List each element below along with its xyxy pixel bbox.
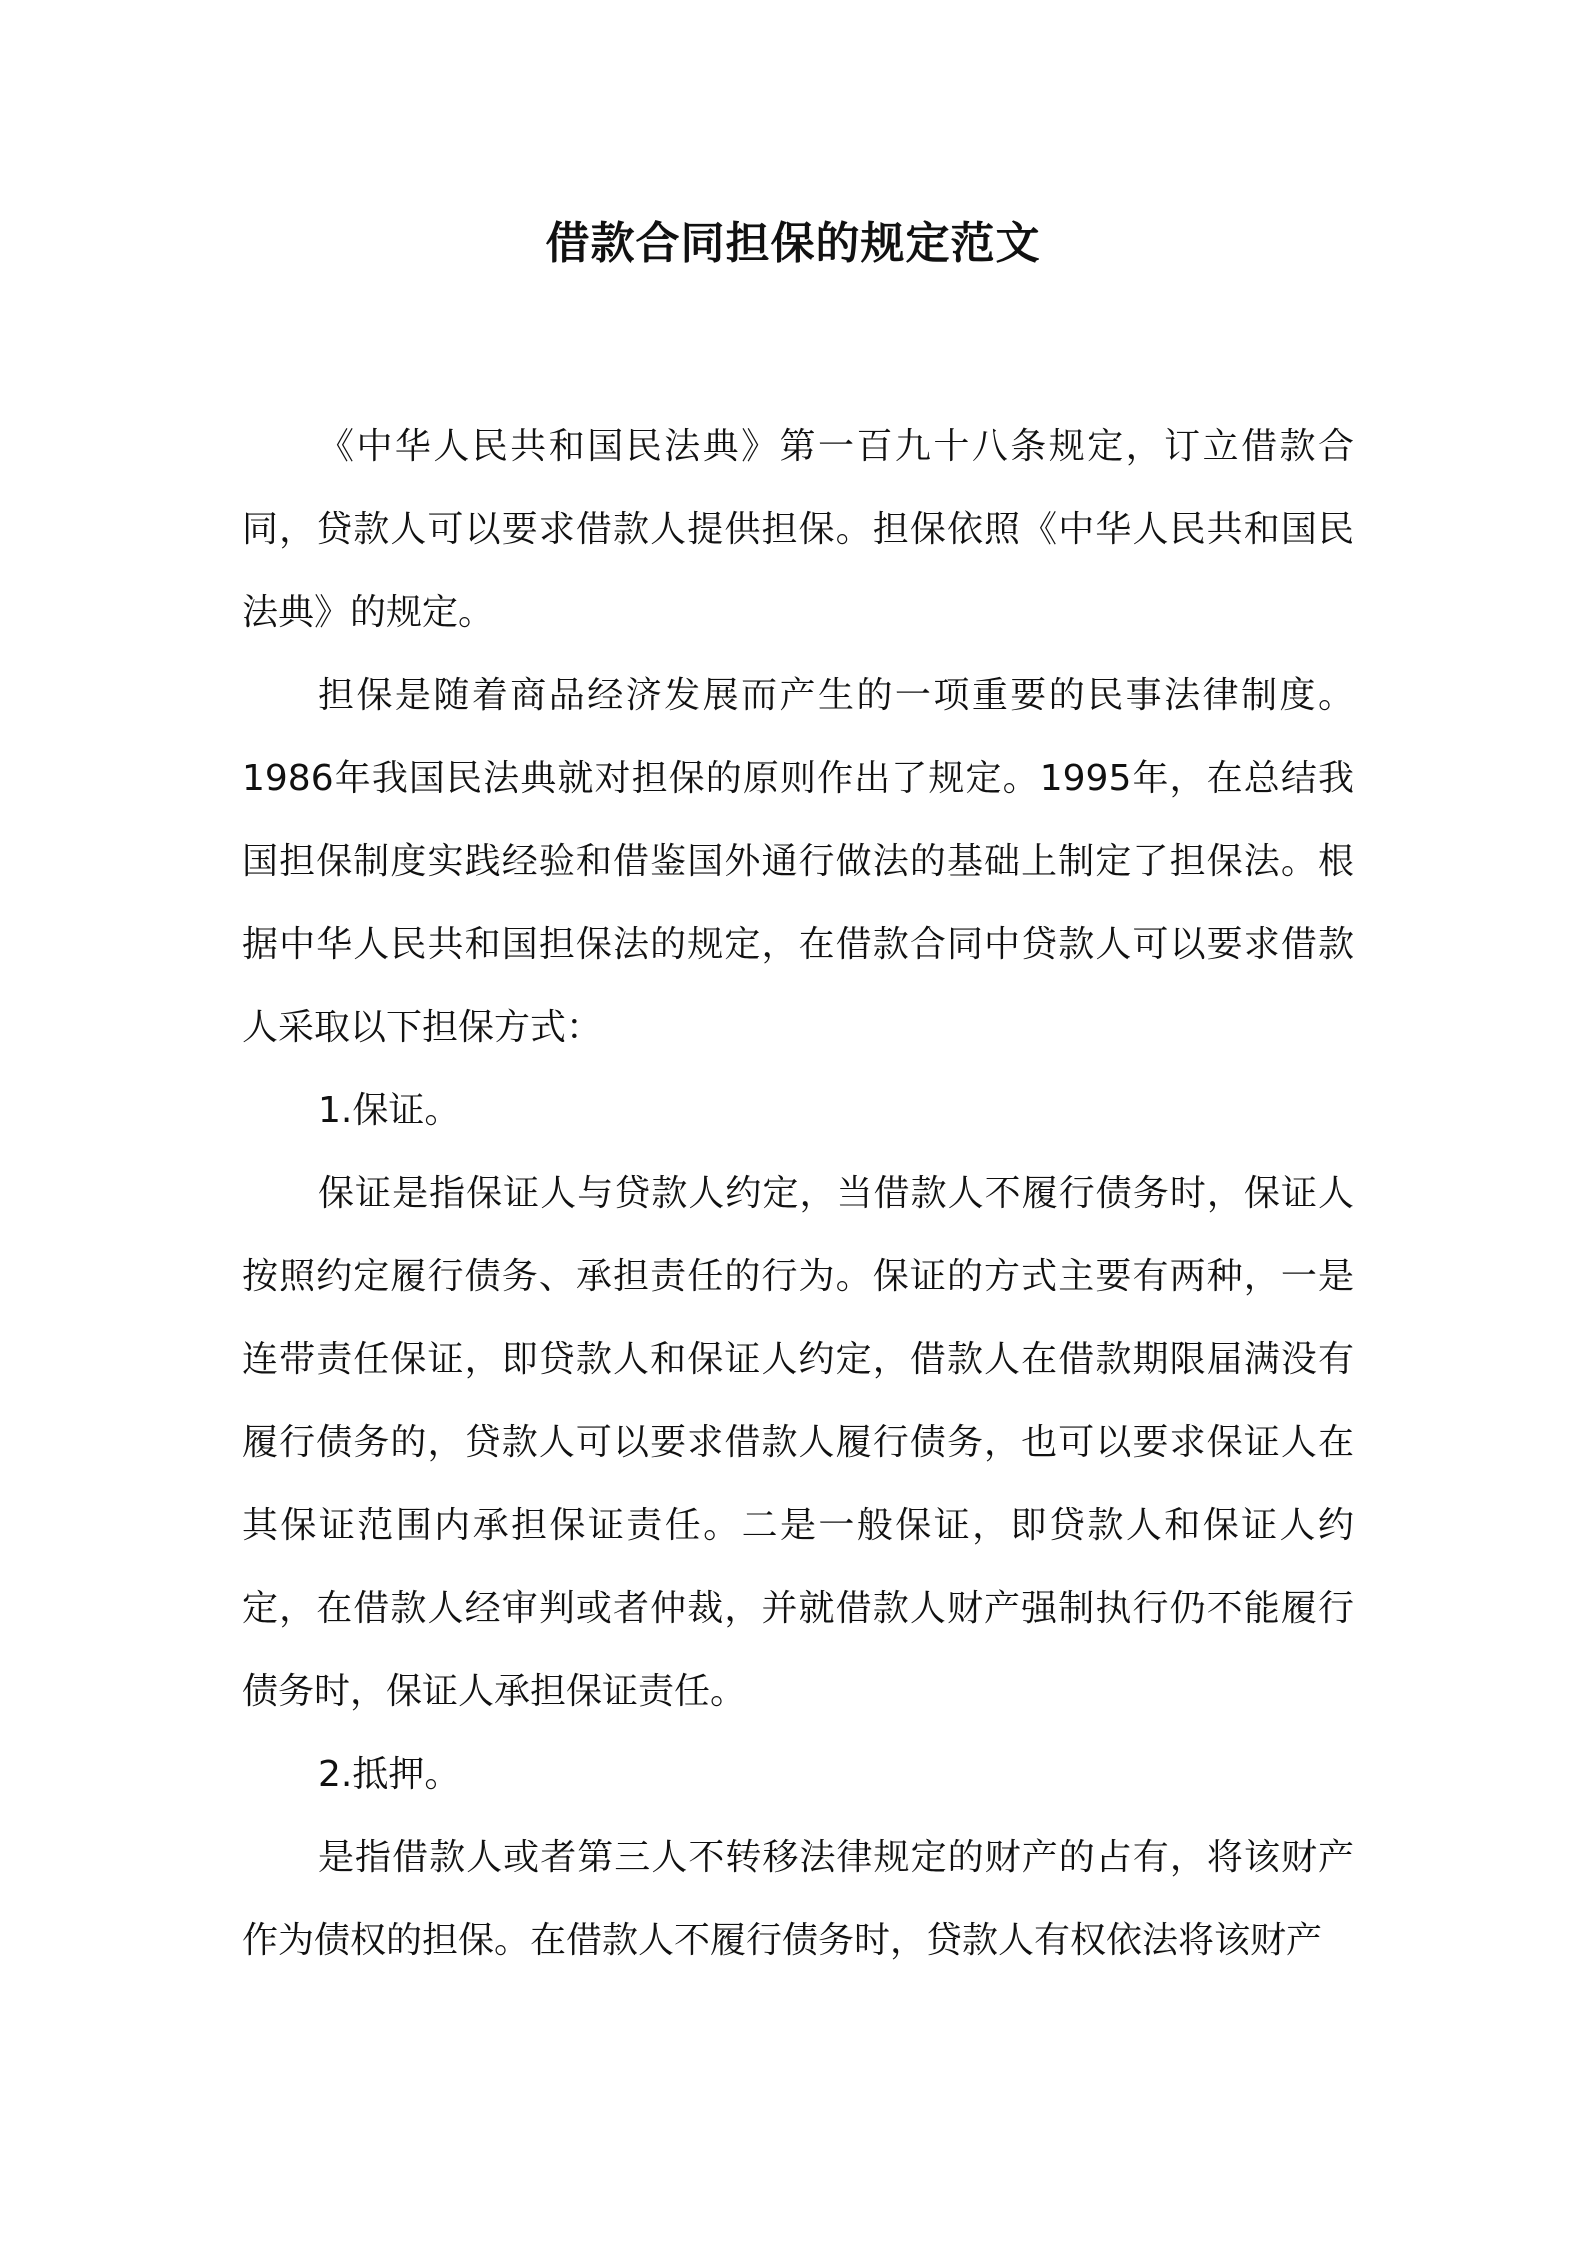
heading-suretyship: 1.保证。 (318, 1090, 461, 1131)
paragraph-civil-code-article: 《中华人民共和国民法典》第一百九十八条规定，订立借款合同，贷款人可以要求借款人提供担保。担保依照《中华人民共和国民法典》的规定。 (242, 426, 1354, 633)
document-title: 借款合同担保的规定范文 (545, 218, 1041, 269)
paragraph-suretyship: 保证是指保证人与贷款人约定，当借款人不履行债务时，保证人按照约定履行债务、承担责任的行为。保证的方式主要有两种，一是连带责任保证，即贷款人和保证人约定，借款人在借款期限届满没有履行债务的，贷款人可以要求借款人履行债务，也可以要求保证人在其保证范围内承担保证责任。二是一般保证，即贷款人和保证人约定，在借款人经审判或者仲裁，并就借款人财产强制执行仍不能履行债务时，保证人承担保证责任。 (242, 1173, 1354, 1712)
heading-mortgage: 2.抵押。 (318, 1754, 461, 1795)
document-body (242, 405, 1354, 1982)
paragraph-guarantee-history: 担保是随着商品经济发展而产生的一项重要的民事法律制度。1986年我国民法典就对担保的原则作出了规定。1995年，在总结我国担保制度实践经验和借鉴国外通行做法的基础上制定了担保法。根据中华人民共和国担保法的规定，在借款合同中贷款人可以要求借款人采取以下担保方式： (242, 675, 1354, 1048)
paragraph-mortgage: 是指借款人或者第三人不转移法律规定的财产的占有，将该财产作为债权的担保。在借款人不履行债务时，贷款人有权依法将该财产 (242, 1837, 1354, 1961)
